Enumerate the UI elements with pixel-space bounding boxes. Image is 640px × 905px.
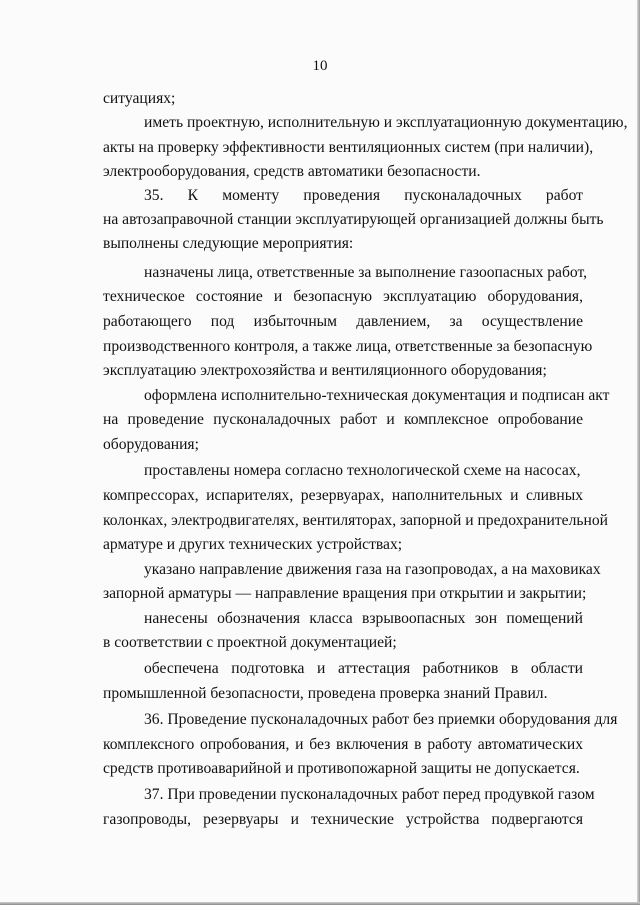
text-line: в соответствии с проектной документацией;: [103, 634, 397, 651]
text-line: электрооборудования, средств автоматики безопасности.: [103, 163, 481, 180]
text-line: производственного контроля, а также лица, ответственные за безопасную: [103, 338, 593, 355]
text-line: на автозаправочной станции эксплуатирующей организацией должны быть: [103, 211, 604, 228]
text-line: акты на проверку эффективности вентиляционных систем (при наличии),: [103, 139, 594, 156]
text-line: промышленной безопасности, проведена проверка знаний Правил.: [103, 685, 548, 702]
text-line: оформлена исполнительно-техническая документация и подписан акт: [144, 387, 610, 404]
text-line: обеспечена подготовка и аттестация работников в области: [144, 660, 583, 677]
text-line: работающего под избыточным давлением, за осуществление: [103, 313, 583, 330]
text-line: на проведение пусконаладочных работ и комплексное опробование: [103, 411, 583, 428]
text-line: указано направление движения газа на газопроводах, а на маховиках: [144, 561, 601, 578]
text-line: техническое состояние и безопасную эксплуатацию оборудования,: [103, 288, 583, 305]
text-line: проставлены номера согласно технологической схеме на насосах,: [144, 462, 581, 479]
text-line: запорной арматуры — направление вращения при открытии и закрытии;: [103, 585, 587, 602]
text-line: комплексного опробования, и без включения в работу автоматических: [103, 736, 583, 753]
text-line: оборудования;: [103, 436, 199, 453]
text-line: выполнены следующие мероприятия:: [103, 235, 354, 252]
text-line: ситуациях;: [103, 90, 176, 107]
text-line: 37. При проведении пусконаладочных работ перед продувкой газом: [144, 786, 595, 803]
text-line: газопроводы, резервуары и технические устройства подвергаются: [103, 811, 583, 828]
text-line: 36. Проведение пусконаладочных работ без приемки оборудования для: [144, 711, 618, 728]
text-line: назначены лица, ответственные за выполнение газоопасных работ,: [144, 264, 588, 281]
text-line: компрессорах, испарителях, резервуарах, наполнительных и сливных: [103, 487, 583, 504]
text-line: нанесены обозначения класса взрывоопасных зон помещений: [144, 610, 583, 627]
text-line: иметь проектную, исполнительную и эксплуатационную документацию,: [144, 114, 628, 131]
text-line: средств противоаварийной и противопожарной защиты не допускается.: [103, 760, 580, 777]
text-line: колонках, электродвигателях, вентиляторах, запорной и предохранительной: [103, 512, 608, 529]
text-line: арматуре и других технических устройствах;: [103, 536, 403, 553]
text-line: 35. К моменту проведения пусконаладочных работ: [144, 187, 583, 204]
page-number: 10: [312, 58, 328, 74]
text-line: эксплуатацию электрохозяйства и вентиляционного оборудования;: [103, 362, 547, 379]
